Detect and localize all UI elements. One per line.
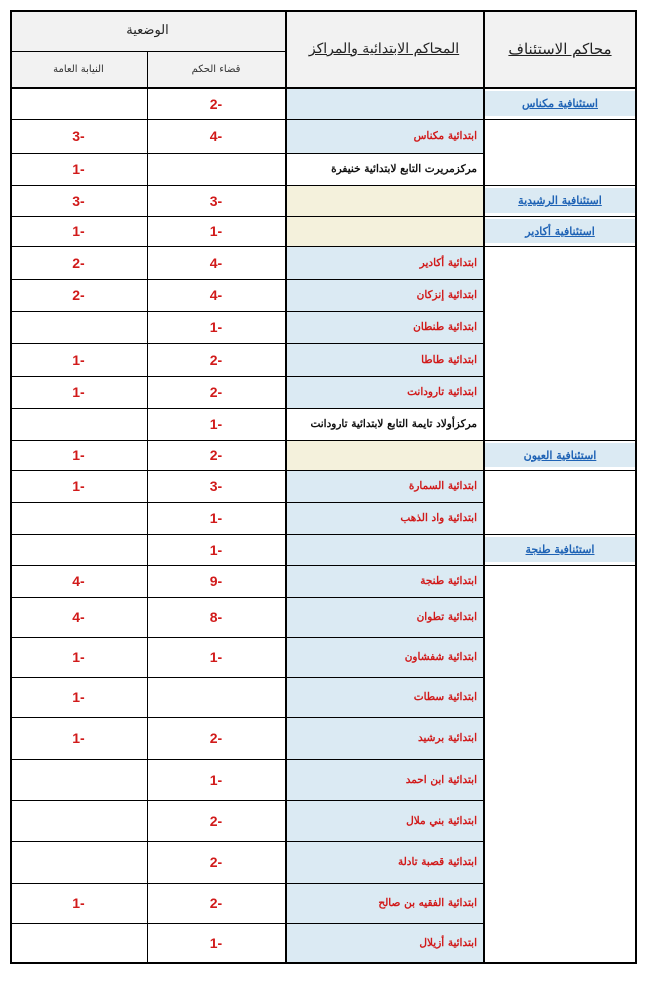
court-name: ابتدائية إنزكان	[416, 289, 477, 301]
court-name: مركزمريرت التابع لابتدائية خنيفرة	[331, 163, 477, 175]
court-name: ابتدائية بني ملال	[406, 814, 477, 827]
first-instance-court-cell	[285, 88, 483, 119]
court-name: ابتدائية أكادير	[419, 256, 477, 269]
prosecution-cell	[10, 470, 147, 502]
court-name: ابتدائية طاطا	[421, 353, 477, 366]
prosecution-value: 4-	[72, 609, 85, 625]
row-divider	[10, 311, 483, 312]
judges-cell	[147, 216, 285, 246]
row-divider	[483, 185, 637, 186]
prosecution-value: 2-	[72, 287, 85, 303]
judges-cell	[147, 841, 285, 883]
row-divider	[10, 923, 483, 924]
row-divider	[10, 343, 483, 344]
row-divider	[483, 216, 637, 217]
row-divider	[483, 246, 637, 247]
first-instance-court-cell	[285, 597, 483, 637]
header-status	[10, 10, 285, 51]
first-instance-court-cell	[285, 923, 483, 963]
row-divider	[10, 565, 483, 566]
prosecution-cell	[10, 88, 147, 119]
court-name: ابتدائية قصبة تادلة	[397, 856, 477, 868]
judges-value: 1-	[209, 541, 223, 558]
court-name: مركزأولاد تايمة التابع لابتدائية تارودانت	[310, 418, 477, 430]
prosecution-cell	[10, 279, 147, 311]
court-name: ابتدائية أزيلال	[419, 937, 477, 949]
first-instance-title: المحاكم الابتدائية والمراكز	[308, 41, 460, 57]
judges-value: 1-	[209, 935, 223, 951]
row-divider	[483, 440, 637, 441]
first-instance-court-cell	[285, 883, 483, 923]
sub-judges: قضاء الحكم	[191, 64, 241, 75]
prosecution-value: 1-	[72, 649, 85, 665]
row-divider	[10, 185, 483, 186]
prosecution-cell	[10, 565, 147, 597]
prosecution-cell	[10, 440, 147, 470]
appeal-courts-title: محاكم الاستئناف	[508, 40, 612, 58]
prosecution-cell	[10, 153, 147, 185]
judges-value: 4-	[209, 287, 223, 303]
court-name: ابتدائية سطات	[413, 691, 477, 703]
header-appeal-courts	[483, 10, 637, 88]
judges-cell	[147, 343, 285, 376]
appeal-court-cell	[483, 537, 637, 562]
first-instance-court-cell	[285, 440, 483, 470]
judges-cell	[147, 376, 285, 408]
judges-value: 4-	[209, 254, 223, 271]
first-instance-court-cell	[285, 759, 483, 800]
column-divider	[483, 10, 485, 963]
judges-cell	[147, 440, 285, 470]
prosecution-cell	[10, 677, 147, 717]
first-instance-court-cell	[285, 279, 483, 311]
prosecution-cell	[10, 534, 147, 565]
prosecution-cell	[10, 376, 147, 408]
judges-cell	[147, 565, 285, 597]
row-divider	[10, 153, 483, 154]
first-instance-court-cell	[285, 216, 483, 246]
prosecution-value: 1-	[72, 730, 85, 746]
judges-cell	[147, 677, 285, 717]
judges-cell	[147, 717, 285, 759]
judges-value: 2-	[209, 447, 223, 463]
judges-value: 2-	[209, 854, 223, 870]
first-instance-court-cell	[285, 637, 483, 677]
prosecution-cell	[10, 800, 147, 841]
first-instance-court-cell	[285, 841, 483, 883]
court-name: ابتدائية تارودانت	[407, 386, 477, 398]
court-name: ابتدائية مكناس	[413, 130, 477, 142]
statistics-table	[10, 10, 637, 972]
row-divider	[10, 637, 483, 638]
prosecution-value: 1-	[72, 689, 85, 705]
row-divider	[10, 119, 483, 120]
first-instance-court-cell	[285, 470, 483, 502]
first-instance-court-cell	[285, 153, 483, 185]
row-divider	[10, 87, 637, 89]
first-instance-court-cell	[285, 119, 483, 153]
first-instance-court-cell	[285, 343, 483, 376]
prosecution-cell	[10, 883, 147, 923]
judges-value: 9-	[209, 573, 223, 589]
appeal-court-name: استئنافية أكادير	[525, 224, 595, 238]
prosecution-value: 3-	[72, 192, 85, 209]
row-divider	[483, 534, 637, 535]
appeal-court-name: استئنافية الرشيدية	[518, 194, 602, 207]
judges-cell	[147, 470, 285, 502]
prosecution-cell	[10, 408, 147, 440]
prosecution-value: 1-	[72, 447, 85, 463]
court-name: ابتدائية واد الذهب	[400, 512, 477, 524]
judges-cell	[147, 185, 285, 216]
judges-value: 2-	[209, 730, 223, 746]
appeal-court-name: استئنافية العيون	[523, 448, 597, 462]
appeal-court-name: استئنافية طنجة	[525, 543, 595, 556]
judges-value: 8-	[209, 609, 223, 625]
appeal-court-cell	[483, 219, 637, 243]
first-instance-court-cell	[285, 800, 483, 841]
judges-value: 1-	[209, 510, 223, 526]
court-name: ابتدائية شفشاون	[404, 651, 477, 663]
row-divider	[10, 279, 483, 280]
first-instance-court-cell	[285, 408, 483, 440]
row-divider	[10, 408, 483, 409]
header-sub-prosecution	[10, 51, 147, 88]
court-name: ابتدائية السمارة	[408, 480, 477, 492]
first-instance-court-cell	[285, 246, 483, 279]
first-instance-court-cell	[285, 565, 483, 597]
prosecution-value: 1-	[72, 384, 85, 400]
appeal-court-cell	[483, 188, 637, 213]
row-divider	[483, 119, 637, 120]
prosecution-value: 3-	[72, 128, 85, 144]
judges-cell	[147, 408, 285, 440]
prosecution-value: 2-	[72, 254, 85, 271]
court-name: ابتدائية تطوان	[416, 611, 477, 623]
court-name: ابتدائية برشيد	[417, 732, 477, 744]
judges-cell	[147, 153, 285, 185]
prosecution-value: 1-	[72, 351, 85, 368]
header-sub-judges	[147, 51, 285, 88]
judges-value: 3-	[209, 478, 223, 494]
first-instance-court-cell	[285, 185, 483, 216]
prosecution-cell	[10, 185, 147, 216]
first-instance-court-cell	[285, 311, 483, 343]
row-divider	[10, 216, 483, 217]
judges-cell	[147, 597, 285, 637]
prosecution-cell	[10, 717, 147, 759]
row-divider	[10, 376, 483, 377]
row-divider	[10, 677, 483, 678]
judges-cell	[147, 246, 285, 279]
first-instance-court-cell	[285, 534, 483, 565]
row-divider	[10, 759, 483, 760]
row-divider	[10, 717, 483, 718]
prosecution-cell	[10, 311, 147, 343]
row-divider	[10, 841, 483, 842]
judges-value: 1-	[209, 319, 223, 335]
row-divider	[483, 565, 637, 566]
prosecution-cell	[10, 216, 147, 246]
court-name: ابتدائية ابن احمد	[405, 773, 477, 786]
judges-value: 2-	[209, 95, 223, 112]
header-first-instance	[285, 10, 483, 88]
judges-cell	[147, 311, 285, 343]
prosecution-cell	[10, 502, 147, 534]
prosecution-cell	[10, 759, 147, 800]
status-title: الوضعية	[126, 23, 169, 38]
judges-value: 3-	[209, 192, 223, 209]
judges-cell	[147, 88, 285, 119]
judges-cell	[147, 637, 285, 677]
judges-value: 1-	[209, 416, 223, 432]
row-divider	[10, 470, 483, 471]
first-instance-court-cell	[285, 502, 483, 534]
first-instance-court-cell	[285, 717, 483, 759]
judges-cell	[147, 502, 285, 534]
judges-cell	[147, 119, 285, 153]
prosecution-value: 1-	[72, 161, 85, 177]
court-name: ابتدائية الفقيه بن صالح	[378, 897, 477, 909]
appeal-court-cell	[483, 443, 637, 467]
row-divider	[10, 597, 483, 598]
judges-value: 2-	[209, 351, 223, 368]
column-divider	[147, 51, 148, 963]
prosecution-cell	[10, 923, 147, 963]
prosecution-cell	[10, 246, 147, 279]
judges-value: 1-	[209, 223, 223, 239]
judges-value: 2-	[209, 812, 223, 829]
row-divider	[10, 962, 637, 964]
appeal-court-cell	[483, 91, 637, 116]
judges-value: 4-	[209, 128, 223, 144]
row-divider	[10, 246, 483, 247]
prosecution-cell	[10, 841, 147, 883]
prosecution-value: 4-	[72, 573, 85, 589]
first-instance-court-cell	[285, 677, 483, 717]
prosecution-cell	[10, 343, 147, 376]
judges-cell	[147, 883, 285, 923]
judges-cell	[147, 923, 285, 963]
judges-cell	[147, 759, 285, 800]
judges-cell	[147, 800, 285, 841]
row-divider	[10, 440, 483, 441]
prosecution-value: 1-	[72, 223, 85, 239]
row-divider	[483, 470, 637, 471]
prosecution-value: 1-	[72, 478, 85, 494]
row-divider	[10, 10, 637, 12]
row-divider	[10, 800, 483, 801]
prosecution-cell	[10, 637, 147, 677]
row-divider	[10, 502, 483, 503]
prosecution-cell	[10, 119, 147, 153]
column-divider	[635, 10, 637, 963]
court-name: ابتدائية طنجة	[420, 575, 477, 587]
prosecution-cell	[10, 597, 147, 637]
row-divider	[10, 534, 483, 535]
sub-public-prosecution: النيابة العامة	[53, 64, 104, 75]
court-name: ابتدائية طنطان	[413, 321, 477, 333]
judges-value: 2-	[209, 384, 223, 400]
first-instance-court-cell	[285, 376, 483, 408]
judges-cell	[147, 534, 285, 565]
judges-value: 1-	[209, 649, 223, 665]
judges-cell	[147, 279, 285, 311]
appeal-court-name: استئنافية مكناس	[522, 97, 598, 110]
judges-value: 2-	[209, 895, 223, 911]
row-divider	[10, 883, 483, 884]
judges-value: 1-	[209, 771, 223, 788]
prosecution-value: 1-	[72, 895, 85, 911]
